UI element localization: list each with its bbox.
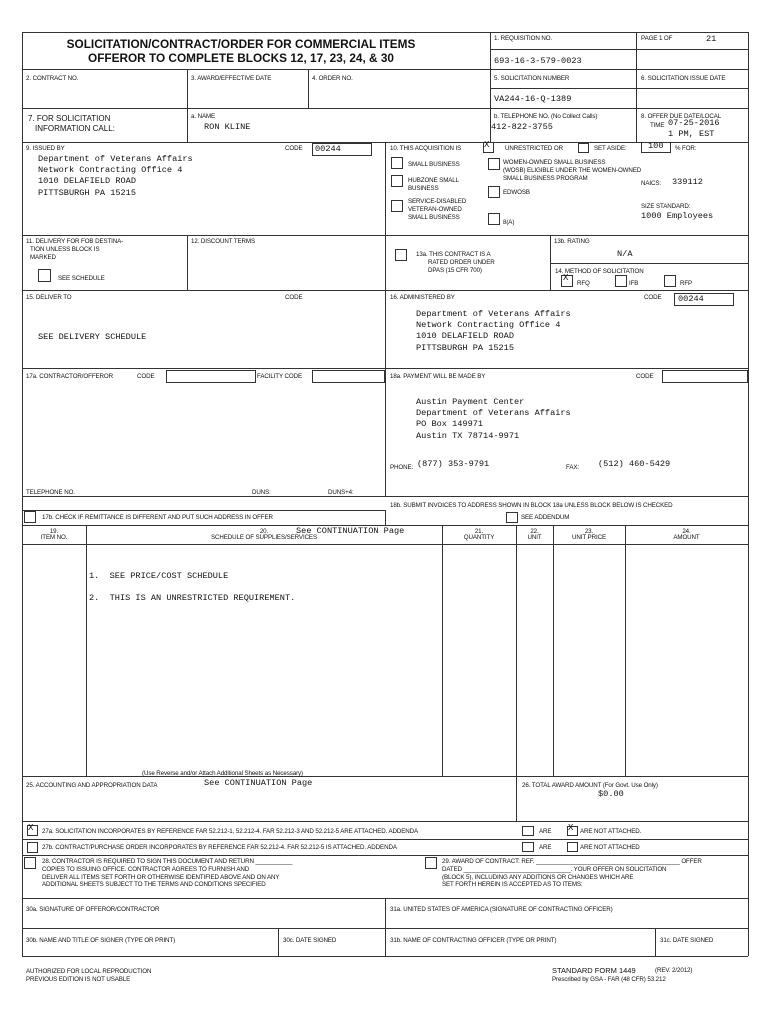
size-standard-value: 1000 Employees — [641, 211, 714, 221]
unit-price-header: 23. UNIT PRICE — [572, 528, 606, 541]
contractor-code-field[interactable] — [166, 370, 256, 383]
contractor-telephone-label: TELEPHONE NO. — [26, 489, 75, 496]
set-aside-checkbox[interactable] — [578, 143, 589, 153]
contractor-code-label: CODE — [137, 373, 155, 380]
issued-by-address: Department of Veterans Affairs Network Contracting Office 4 1010 DELAFIELD ROAD PITTSBURGH PA 15215 — [38, 154, 193, 198]
discount-terms-label: 12. DISCOUNT TERMS — [191, 238, 255, 245]
unrestricted-mark: X — [484, 140, 490, 150]
issued-by-code: 00244 — [315, 144, 341, 154]
unit-header: 22. UNIT — [527, 528, 542, 541]
8a-label: 8(A) — [503, 219, 515, 226]
see-schedule-label: SEE SCHEDULE — [58, 275, 105, 282]
admin-code-value: 00244 — [678, 294, 704, 304]
offer-due-label: 8. OFFER DUE DATE/LOCAL — [641, 113, 722, 120]
signer-name-label: 30b. NAME AND TITLE OF SIGNER (TYPE OR PRINT) — [26, 937, 176, 944]
administered-by-address: Department of Veterans Affairs Network Contracting Office 4 1010 DELAFIELD ROAD PITTSBURGH PA 15215 — [416, 309, 571, 353]
rfq-label: RFQ — [577, 280, 590, 287]
quantity-header: 21. QUANTITY — [463, 528, 495, 541]
ifb-checkbox[interactable] — [615, 275, 627, 287]
administered-by-label: 16. ADMINISTERED BY — [390, 294, 455, 301]
dpas-checkbox[interactable] — [395, 249, 407, 261]
28-checkbox[interactable] — [24, 857, 36, 869]
payment-label: 18a. PAYMENT WILL BE MADE BY — [390, 373, 486, 380]
method-label: 14. METHOD OF SOLICITATION — [555, 268, 644, 275]
27b-label: 27b. CONTRACT/PURCHASE ORDER INCORPORATES BY REFERENCE FAR 52.212-4. FAR 52.212-5 IS ATTACHED. ADDENDA — [42, 844, 397, 851]
deliver-code-label: CODE — [285, 294, 303, 301]
set-aside-label: SET ASIDE: — [594, 145, 627, 152]
order-no-label: 4. ORDER NO. — [312, 75, 353, 82]
27a-are-checkbox[interactable] — [522, 826, 534, 836]
27b-not-attached-checkbox[interactable] — [567, 842, 578, 852]
telephone-label: b. TELEPHONE NO. (No Collect Calls) — [494, 113, 598, 120]
addendum-label: SEE ADDENDUM — [521, 514, 570, 521]
total-award-label: 26. TOTAL AWARD AMOUNT (For Govt. Use Only) — [522, 782, 658, 789]
dpas-label: 13a. THIS CONTRACT IS A RATED ORDER UNDER DPAS (15 CFR 700) — [416, 251, 495, 274]
remittance-checkbox[interactable] — [24, 511, 36, 523]
contractor-label: 17a. CONTRACTOR/OFFEROR — [26, 373, 113, 380]
supplies-note: See CONTINUATION Page — [296, 526, 405, 536]
schedule-item: 1. SEE PRICE/COST SCHEDULE — [89, 571, 229, 581]
accounting-label: 25. ACCOUNTING AND APPROPRIATION DATA — [26, 782, 158, 789]
form-title: SOLICITATION/CONTRACT/ORDER FOR COMMERCIAL ITEMS — [66, 37, 416, 51]
hubzone-label: HUBZONE SMALL BUSINESS — [408, 177, 459, 192]
rfp-label: RFP — [680, 280, 693, 287]
telephone-value: 412-822-3755 — [491, 122, 553, 132]
small-business-checkbox[interactable] — [391, 157, 403, 169]
item-no-header: 19. ITEM NO. — [40, 528, 68, 541]
signature-offeror-label: 30a. SIGNATURE OF OFFEROR/CONTRACTOR — [26, 906, 160, 913]
solicitation-number-label: 5. SOLICITATION NUMBER — [494, 75, 570, 82]
block7-label: 7. FOR SOLICITATION INFORMATION CALL: — [28, 114, 115, 133]
date-signed-label: 30c. DATE SIGNED — [283, 937, 337, 944]
time-label: TIME — [650, 122, 665, 129]
accounting-value: See CONTINUATION Page — [204, 778, 313, 788]
27a-mark: X — [28, 823, 34, 833]
total-award-value: $0.00 — [598, 789, 624, 799]
footer-previous: PREVIOUS EDITION IS NOT USABLE — [26, 976, 131, 983]
page-label: PAGE 1 OF — [641, 35, 673, 42]
rating-label: 13b. RATING — [554, 238, 590, 245]
phone-value: (877) 353-9791 — [417, 459, 490, 469]
27a-not-attached-mark: X — [568, 823, 574, 833]
delivery-fob-label: 11. DELIVERY FOR FOB DESTINA- TION UNLESS BLOCK IS MARKED — [26, 238, 124, 261]
issued-by-label: 9. ISSUED BY — [26, 145, 65, 152]
27a-label: 27a. SOLICITATION INCORPORATES BY REFERENCE FAR 52.212-1, 52.212-4. FAR 52.212-3 AND 52.212-5 ARE ATTACHED. ADDENDA — [42, 828, 419, 835]
rating-value: N/A — [617, 249, 633, 259]
signature-officer-label: 31a. UNITED STATES OF AMERICA (SIGNATURE OF CONTRACTING OFFICER) — [390, 906, 613, 913]
facility-code-label: FACILITY CODE — [257, 373, 303, 380]
amount-header: 24. AMOUNT — [673, 528, 700, 541]
supplies-header: 20. SCHEDULE OF SUPPLIES/SERVICES — [211, 528, 317, 541]
contract-no-label: 2. CONTRACT NO. — [26, 75, 79, 82]
sdvosb-label: SERVICE-DISABLED VETERAN-OWNED SMALL BUSINESS — [408, 198, 467, 221]
requisition-label: 1. REQUISITION NO. — [494, 35, 553, 42]
requisition-no: 693-16-3-579-0023 — [494, 56, 582, 66]
27a-are-label: ARE — [539, 828, 552, 835]
addendum-checkbox[interactable] — [506, 512, 518, 523]
remittance-label: 17b. CHECK IF REMITTANCE IS DIFFERENT AND PUT SUCH ADDRESS IN OFFER — [42, 514, 273, 521]
issue-date-label: 6. SOLICITATION ISSUE DATE — [641, 75, 726, 82]
wosb-checkbox[interactable] — [488, 158, 500, 170]
phone-label: PHONE: — [390, 464, 414, 471]
solicitation-number: VA244-16-Q-1389 — [494, 94, 572, 104]
form-subtitle: OFFEROR TO COMPLETE BLOCKS 12, 17, 23, 24, & 30 — [88, 51, 394, 65]
block28-text: 28. CONTRACTOR IS REQUIRED TO SIGN THIS DOCUMENT AND RETURN ___________ COPIES TO ISSUING OFFICE. CONTRACTOR AGREES TO FURNISH AND DELIVER ALL ITEMS SET FORTH OR OTHERWISE IDENTIFIED ABOVE AND ON ANY ADDITIONAL SHEETS SUBJECT TO THE TERMS AND CONDITIONS SPECIFIED — [42, 858, 293, 889]
27a-not-attached-label: ARE NOT ATTACHED. — [580, 828, 642, 835]
award-date-label: 3. AWARD/EFFECTIVE DATE — [191, 75, 272, 82]
schedule-item: 2. THIS IS AN UNRESTRICTED REQUIREMENT. — [89, 593, 296, 603]
29-checkbox[interactable] — [425, 857, 437, 869]
offer-due-time: 1 PM, EST — [668, 129, 715, 139]
footer-authorized: AUTHORIZED FOR LOCAL REPRODUCTION — [26, 968, 152, 975]
footer-rev: (REV. 2/2012) — [655, 967, 693, 974]
officer-date-label: 31c. DATE SIGNED — [660, 937, 714, 944]
officer-name-label: 31b. NAME OF CONTRACTING OFFICER (TYPE OR PRINT) — [390, 937, 557, 944]
naics-label: NAICS: — [641, 180, 662, 187]
rfq-mark: X — [563, 273, 569, 283]
27b-checkbox[interactable] — [27, 842, 38, 853]
offer-due-date: 07-25-2016 — [668, 118, 720, 128]
contact-name: RON KLINE — [204, 122, 251, 132]
27b-not-attached-label: ARE NOT ATTACHED — [580, 844, 640, 851]
set-aside-percent: 100 — [648, 141, 664, 151]
naics-value: 339112 — [672, 177, 703, 187]
footer-form-name: STANDARD FORM 1449 — [552, 966, 636, 975]
code-label: CODE — [285, 145, 303, 152]
payment-address: Austin Payment Center Department of Veterans Affairs PO Box 149971 Austin TX 78714-9971 — [416, 397, 571, 441]
fax-label: FAX: — [566, 464, 580, 471]
payment-code-label: CODE — [636, 373, 654, 380]
ifb-label: IFB — [629, 280, 639, 287]
duns4-label: DUNS+4: — [328, 489, 354, 496]
block29-text: 29. AWARD OF CONTRACT: REF. ___________________________________________ OFFER DATED ________________________________. YOUR OFFER ON SOLICITATION (BLOCK 5), INCLUDING ANY ADDITIONS OR CHANGES WHICH ARE SET FORTH HEREIN IS ACCEPTED AS TO ITEMS: — [442, 858, 702, 889]
fax-value: (512) 460-5429 — [598, 459, 671, 469]
schedule-footnote: (Use Reverse and/or Attach Additional Sheets as Necessary) — [142, 770, 304, 777]
8a-checkbox[interactable] — [488, 213, 500, 225]
wosb-label: WOMEN-OWNED SMALL BUSINESS (WOSB) ELIGIBLE UNDER THE WOMEN-OWNED SMALL BUSINESS PROGRAM — [503, 159, 642, 182]
size-standard-label: SIZE STANDARD: — [641, 203, 691, 210]
small-business-label: SMALL BUSINESS — [408, 161, 460, 168]
pct-for-label: % FOR: — [675, 145, 697, 152]
deliver-to-value: SEE DELIVERY SCHEDULE — [38, 332, 147, 342]
page-total: 21 — [706, 34, 717, 44]
payment-code-box — [662, 370, 748, 383]
sdvosb-checkbox[interactable] — [391, 200, 403, 212]
name-label: a. NAME — [191, 113, 216, 120]
footer-prescribed: Prescribed by GSA - FAR (48 CFR) 53.212 — [552, 976, 666, 983]
unrestricted-label: UNRESTRICTED OR — [505, 145, 563, 152]
27b-are-label: ARE — [539, 844, 552, 851]
facility-code-field[interactable] — [312, 370, 385, 383]
edwosb-label: EDWOSB — [503, 189, 530, 196]
invoice-label: 18b. SUBMIT INVOICES TO ADDRESS SHOWN IN BLOCK 18a UNLESS BLOCK BELOW IS CHECKED — [390, 502, 673, 509]
see-schedule-checkbox[interactable] — [38, 269, 51, 282]
hubzone-checkbox[interactable] — [391, 175, 403, 187]
admin-code-label: CODE — [644, 294, 662, 301]
rfp-checkbox[interactable] — [664, 275, 676, 287]
27b-are-checkbox[interactable] — [522, 842, 534, 852]
edwosb-checkbox[interactable] — [488, 186, 500, 198]
acquisition-label: 10. THIS ACQUISITION IS — [390, 145, 462, 152]
duns-label: DUNS: — [252, 489, 271, 496]
deliver-to-label: 15. DELIVER TO — [26, 294, 72, 301]
